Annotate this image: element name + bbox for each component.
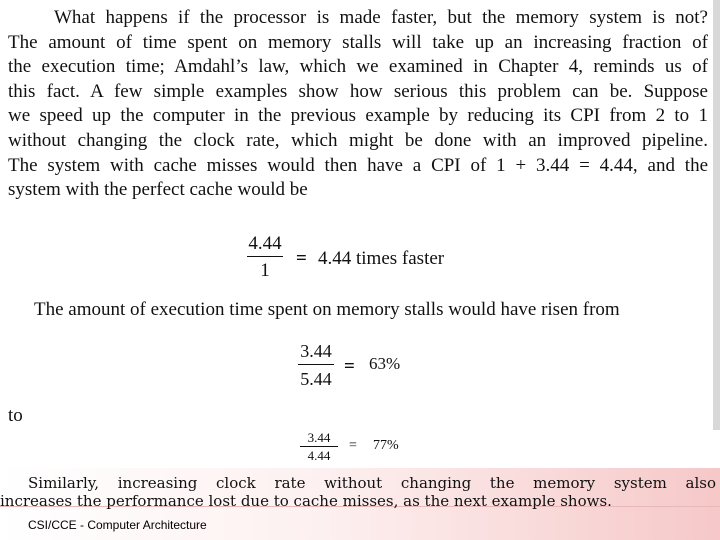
paragraph-line: we speed up the computer in the previous example by reducing its CPI from 2 to 1 <box>8 105 708 127</box>
paragraph-line: increases the performance lost due to cache misses, as the next example shows. <box>0 492 612 510</box>
paragraph-text-2 <box>0 474 716 510</box>
stall-fraction-before <box>298 342 334 388</box>
fraction-numerator: 3.44 <box>300 341 332 361</box>
paragraph-line: What happens if the processor is made faster, but the memory system is not? <box>54 7 708 28</box>
equals-sign: = <box>344 356 355 377</box>
paragraph-line: The amount of time spent on memory stalls will take up an increasing fraction of <box>8 31 708 53</box>
paragraph-line: the execution time; Amdahl’s law, which we examined in Chapter 4, reminds us of <box>8 56 708 78</box>
fraction-denominator: 1 <box>260 260 270 281</box>
paragraph-line: this fact. A few simple examples show how serious this problem can be. Suppose <box>8 80 708 102</box>
stall-percent-before: 63% <box>369 354 401 373</box>
rise-sentence: The amount of execution time spent on memory stalls would have risen from <box>34 299 620 320</box>
speedup-fraction <box>247 234 283 280</box>
fraction-denominator: 5.44 <box>300 369 332 389</box>
fraction-numerator: 4.44 <box>248 233 282 254</box>
fraction-numerator: 3.44 <box>307 430 331 445</box>
paragraph-text <box>8 6 708 203</box>
equals-sign: = <box>296 248 307 269</box>
equals-sign: = <box>349 438 357 453</box>
paragraph-line: without changing the clock rate, which might be done with an improved pipeline. <box>8 129 708 151</box>
to-word: to <box>8 405 23 426</box>
fraction-denominator: 4.44 <box>307 448 331 463</box>
right-edge-strip <box>713 0 720 430</box>
footer-course-title: CSI/CCE - Computer Architecture <box>28 518 207 532</box>
paragraph-line: Similarly, increasing clock rate without changing the memory system also <box>28 474 716 492</box>
stall-fraction-after <box>300 431 338 462</box>
paragraph-line: The system with cache misses would then have a CPI of 1 + 3.44 = 4.44, and the <box>8 154 708 176</box>
stall-percent-after: 77% <box>373 438 399 453</box>
paragraph-line: system with the perfect cache would be <box>8 179 308 201</box>
speedup-result: 4.44 times faster <box>318 248 445 269</box>
